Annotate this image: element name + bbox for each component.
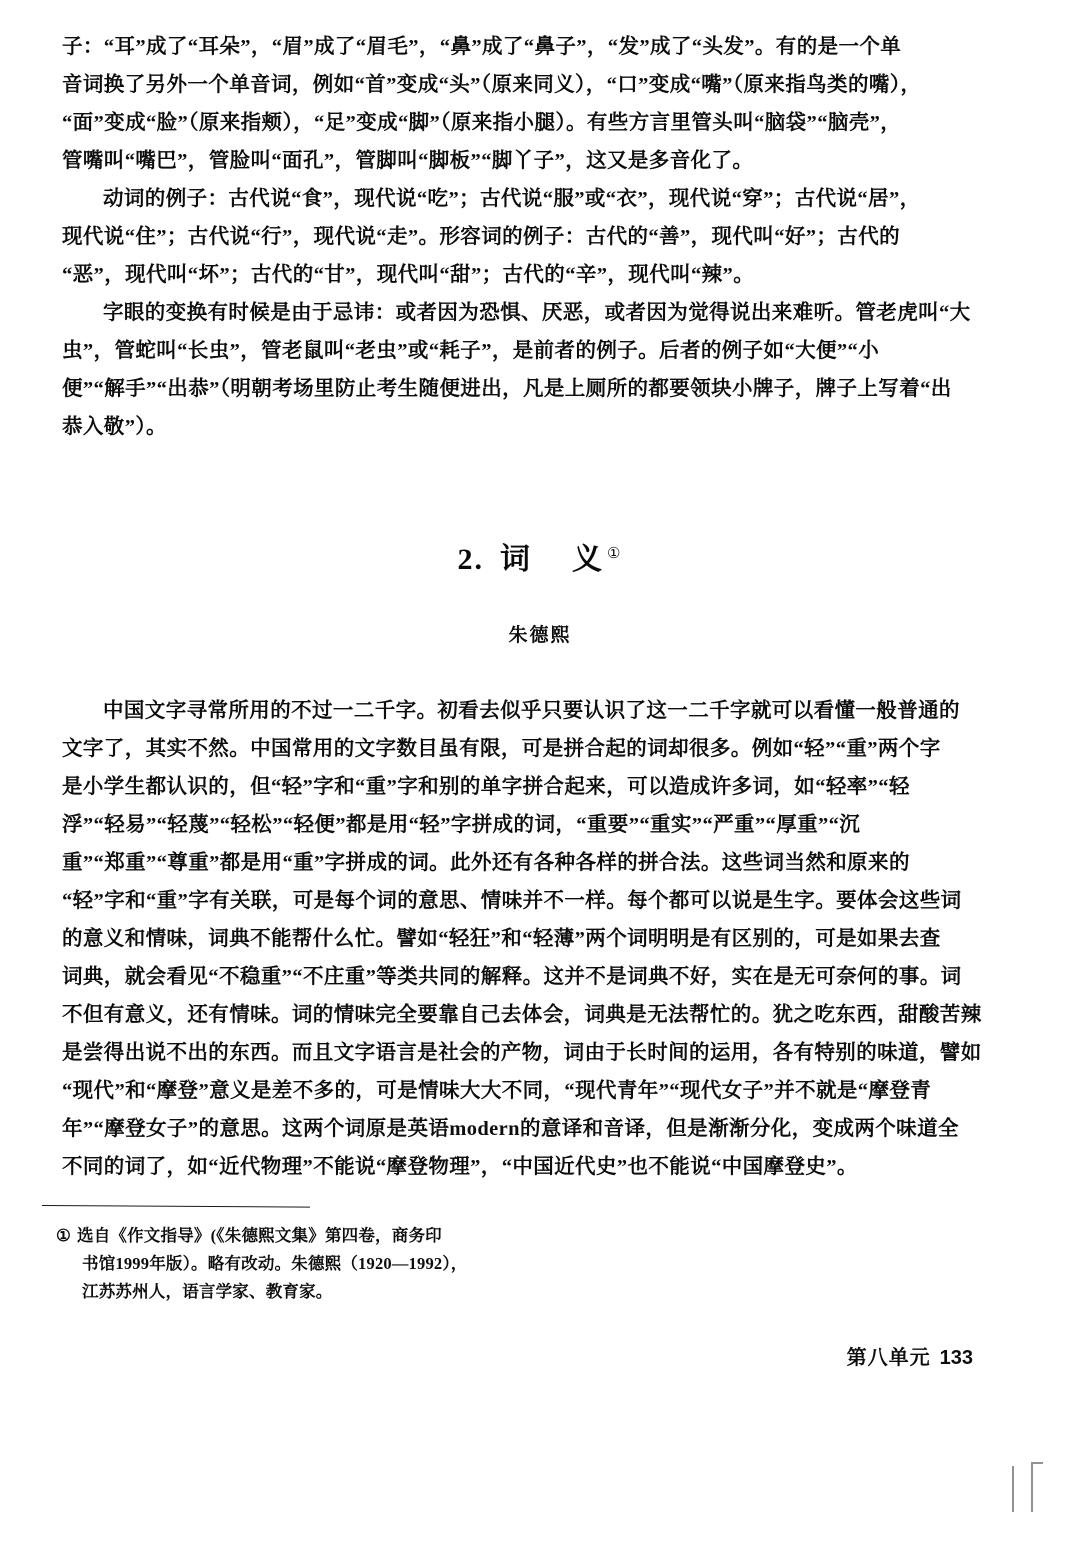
text-line: 年”“摩登女子”的意思。这两个词原是英语modern的意译和音译，但是渐渐分化，变成两个味道全 [62,1118,959,1140]
section-title-char-2: 义 [572,543,605,576]
footnote-line: 书馆1999年版）。略有改动。朱德熙（1920—1992）， [82,1254,468,1273]
unit-label: 第八单元 [846,1347,931,1369]
text-line: 重”“郑重”“尊重”都是用“重”字拼成的词。此外还有各种各样的拼合法。这些词当然和原来的 [62,852,910,874]
text-line: 便”“解手”“出恭”（明朝考场里防止考生随便进出，凡是上厕所的都要领块小牌子，牌子上写着“出 [62,378,952,400]
text-line: 子：“耳”成了“耳朵”，“眉”成了“眉毛”，“鼻”成了“鼻子”，“发”成了“头发”。有的是一个单 [62,36,902,58]
text-line: 不但有意义，还有情味。词的情味完全要靠自己去体会，词典是无法帮忙的。犹之吃东西，甜酸苦辣 [62,1004,982,1026]
intro-text-block [62,28,971,446]
text-line: 现代说“住”；古代说“行”，现代说“走”。形容词的例子：古代的“善”，现代叫“好”；古代的 [62,226,900,248]
footnote-line: 江苏苏州人，语言学家、教育家。 [82,1282,333,1301]
text-line: “面”变成“脸”（原来指颊），“足”变成“脚”（原来指小腿）。有些方言里管头叫“脑袋”“脑壳”， [62,112,902,134]
footnote-marker-icon: ① [607,546,623,562]
footnote-line: ① 选自《作文指导》(《朱德熙文集》第四卷，商务印 [56,1226,442,1245]
paragraph-noun-examples [62,28,962,180]
text-line: 中国文字寻常所用的不过一二千字。初看去似乎只要认识了这一二千字就可以看懂一般普通的 [103,700,960,722]
paragraph-verb-adjective-examples [62,180,962,294]
text-line: 是小学生都认识的，但“轻”字和“重”字和别的单字拼合起来，可以造成许多词，如“轻率”“轻 [62,776,910,798]
text-line: 动词的例子：古代说“食”，现代说“吃”；古代说“服”或“衣”，现代说“穿”；古代说“居”， [103,188,921,210]
text-line: 的意义和情味，词典不能帮什么忙。譬如“轻狂”和“轻薄”两个词明明是有区别的，可是如果去查 [62,928,941,950]
text-line: “轻”字和“重”字有关联，可是每个词的意思、情味并不一样。每个都可以说是生字。要体会这些词 [62,890,962,912]
scan-artifact-icon [998,1448,1058,1522]
page-footer [847,1341,973,1370]
text-line: 词典，就会看见“不稳重”“不庄重”等类共同的解释。这并不是词典不好，实在是无可奈何的事。词 [62,966,962,988]
text-line: 虫”，管蛇叫“长虫”，管老鼠叫“老虫”或“耗子”，是前者的例子。后者的例子如“大便”“小 [62,340,880,362]
page-number: 133 [939,1347,973,1369]
text-line: 浮”“轻易”“轻蔑”“轻松”“轻便”都是用“轻”字拼成的词，“重要”“重实”“严重”“厚重”“沉 [62,814,861,836]
text-line: “恶”，现代叫“坏”；古代的“甘”，现代叫“甜”；古代的“辛”，现代叫“辣”。 [62,264,755,286]
paragraph-taboo-words [62,294,971,446]
text-line: 恭入敬”）。 [62,416,167,438]
text-line: “现代”和“摩登”意义是差不多的，可是情味大大不同，“现代青年”“现代女子”并不就是“摩登青 [62,1080,932,1102]
text-line: 文字了，其实不然。中国常用的文字数目虽有限，可是拼合起的词却很多。例如“轻”“重”两个字 [62,738,941,760]
footnote-block [56,1222,486,1306]
article-text-block [62,692,982,1186]
text-line: 管嘴叫“嘴巴”，管脸叫“面孔”，管脚叫“脚板”“脚丫子”，这又是多音化了。 [62,150,754,172]
author-byline: 朱德熙 [508,625,572,646]
section-title [0,534,1080,578]
text-line: 字眼的变换有时候是由于忌讳：或者因为恐惧、厌恶，或者因为觉得说出来难听。管老虎叫“大 [103,302,971,324]
text-line: 音词换了另外一个单音词，例如“首”变成“头”（原来同义），“口”变成“嘴”（原来指鸟类的嘴）， [62,74,922,96]
paragraph-word-meaning [62,692,982,1186]
footnote-separator-rule [42,1205,310,1208]
text-line: 不同的词了，如“近代物理”不能说“摩登物理”，“中国近代史”也不能说“中国摩登史”。 [62,1156,858,1178]
section-number: 2. [457,543,485,576]
section-title-char-1: 词 [500,543,533,576]
text-line: 是尝得出说不出的东西。而且文字语言是社会的产物，词由于长时间的运用，各有特别的味道，譬如 [62,1042,982,1064]
footnote-number: ① [56,1226,71,1245]
